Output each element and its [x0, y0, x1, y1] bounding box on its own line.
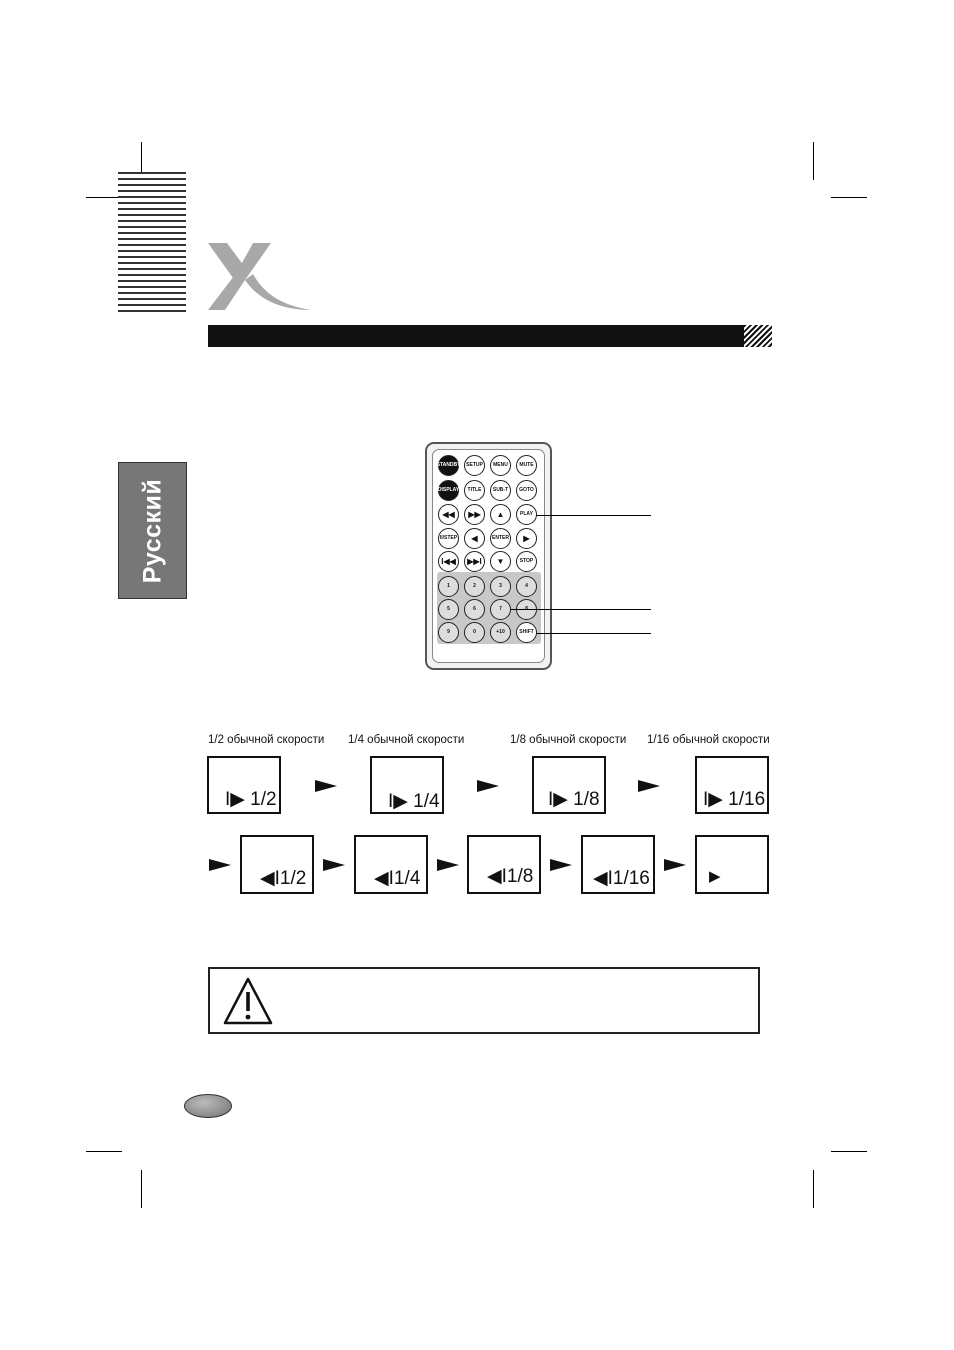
reverse-slow-screen	[354, 835, 428, 894]
num-3-button[interactable]: 3	[490, 576, 511, 597]
speed-label: 1/4 обычной скорости	[348, 734, 465, 746]
plus-10-button[interactable]: +10	[490, 622, 511, 643]
up-button[interactable]: ▲	[490, 504, 511, 525]
play-leader-line	[536, 515, 651, 516]
step-reverse-icon: ◀I	[487, 866, 507, 887]
page-number-badge	[184, 1094, 232, 1118]
arrow-right-icon	[209, 859, 231, 871]
forward-slow-screen	[532, 756, 606, 814]
menu-button[interactable]: MENU	[490, 455, 511, 476]
crop-mark	[86, 1151, 122, 1152]
section-header-bar	[208, 325, 748, 347]
mute-button[interactable]: MUTE	[516, 455, 537, 476]
num-4-button[interactable]: 4	[516, 576, 537, 597]
play-icon: ▶	[709, 868, 721, 885]
play-button[interactable]: PLAY	[516, 504, 537, 525]
num-6-button[interactable]: 6	[464, 599, 485, 620]
subtitle-button[interactable]: SUB-T	[490, 480, 511, 501]
num-7-button[interactable]: 7	[490, 599, 511, 620]
speed-value: 1/2	[250, 789, 277, 810]
arrow-right-icon	[315, 780, 337, 792]
speed-value: 1/16	[612, 868, 650, 889]
title-button[interactable]: TITLE	[464, 480, 485, 501]
step-play-icon: I▶	[703, 789, 723, 810]
shift-leader-line	[536, 633, 651, 634]
arrow-right-icon	[550, 859, 572, 871]
num-2-button[interactable]: 2	[464, 576, 485, 597]
reverse-slow-screen	[581, 835, 655, 894]
reverse-slow-screen	[467, 835, 541, 894]
normal-play-screen	[695, 835, 769, 894]
enter-button[interactable]: ENTER	[490, 528, 511, 549]
step-reverse-icon: ◀I	[593, 868, 613, 889]
arrow-right-icon	[638, 780, 660, 792]
down-button[interactable]: ▼	[490, 551, 511, 572]
forward-slow-screen	[207, 756, 281, 814]
rewind-button[interactable]: ◀◀	[438, 504, 459, 525]
crop-mark	[813, 1170, 814, 1208]
right-button[interactable]: ▶	[516, 528, 537, 549]
reverse-slow-screen	[240, 835, 314, 894]
arrow-right-icon	[323, 859, 345, 871]
crop-mark	[813, 142, 814, 180]
language-tab-label: Русский	[138, 478, 166, 583]
speed-label: 1/2 обычной скорости	[208, 734, 325, 746]
speed-value: 1/8	[573, 789, 600, 810]
left-button[interactable]: ◀	[464, 528, 485, 549]
arrow-right-icon	[477, 780, 499, 792]
speed-label: 1/16 обычной скорости	[647, 734, 770, 746]
warning-note-box	[208, 967, 760, 1034]
arrow-right-icon	[437, 859, 459, 871]
brand-x-logo	[205, 240, 315, 315]
speed-value: 1/2	[279, 868, 307, 889]
num-0-button[interactable]: 0	[464, 622, 485, 643]
setup-button[interactable]: SETUP	[464, 455, 485, 476]
step-reverse-icon: ◀I	[260, 868, 280, 889]
step-play-icon: I▶	[388, 791, 408, 812]
speed-value: 1/8	[506, 866, 534, 887]
section-header-hatch	[744, 325, 772, 347]
shift-button[interactable]: SHIFT	[516, 622, 537, 643]
arrow-right-icon	[664, 859, 686, 871]
previous-button[interactable]: I◀◀	[438, 551, 459, 572]
language-tab[interactable]	[118, 462, 187, 599]
num-9-button[interactable]: 9	[438, 622, 459, 643]
next-button[interactable]: ▶▶I	[464, 551, 485, 572]
speed-value: 1/16	[728, 789, 766, 810]
speed-value: 1/4	[413, 791, 440, 812]
fast-forward-button[interactable]: ▶▶	[464, 504, 485, 525]
decorative-stripes	[118, 172, 186, 312]
speed-label: 1/8 обычной скорости	[510, 734, 627, 746]
stop-button[interactable]: STOP	[516, 551, 537, 572]
step-play-icon: I▶	[548, 789, 568, 810]
crop-mark	[831, 1151, 867, 1152]
num-5-button[interactable]: 5	[438, 599, 459, 620]
step-play-icon: I▶	[225, 789, 245, 810]
crop-mark	[141, 1170, 142, 1208]
crop-mark	[86, 197, 122, 198]
crop-mark	[831, 197, 867, 198]
goto-button[interactable]: GOTO	[516, 480, 537, 501]
speed-value: 1/4	[393, 868, 421, 889]
num7-leader-line	[511, 609, 651, 610]
pause-step-button[interactable]: II/STEP	[438, 528, 459, 549]
standby-button[interactable]: STANDBY	[438, 455, 459, 476]
forward-slow-screen	[695, 756, 769, 814]
display-button[interactable]: DISPLAY	[438, 480, 459, 501]
num-1-button[interactable]: 1	[438, 576, 459, 597]
step-reverse-icon: ◀I	[374, 868, 394, 889]
warning-icon	[222, 975, 274, 1027]
forward-slow-screen	[370, 756, 444, 814]
